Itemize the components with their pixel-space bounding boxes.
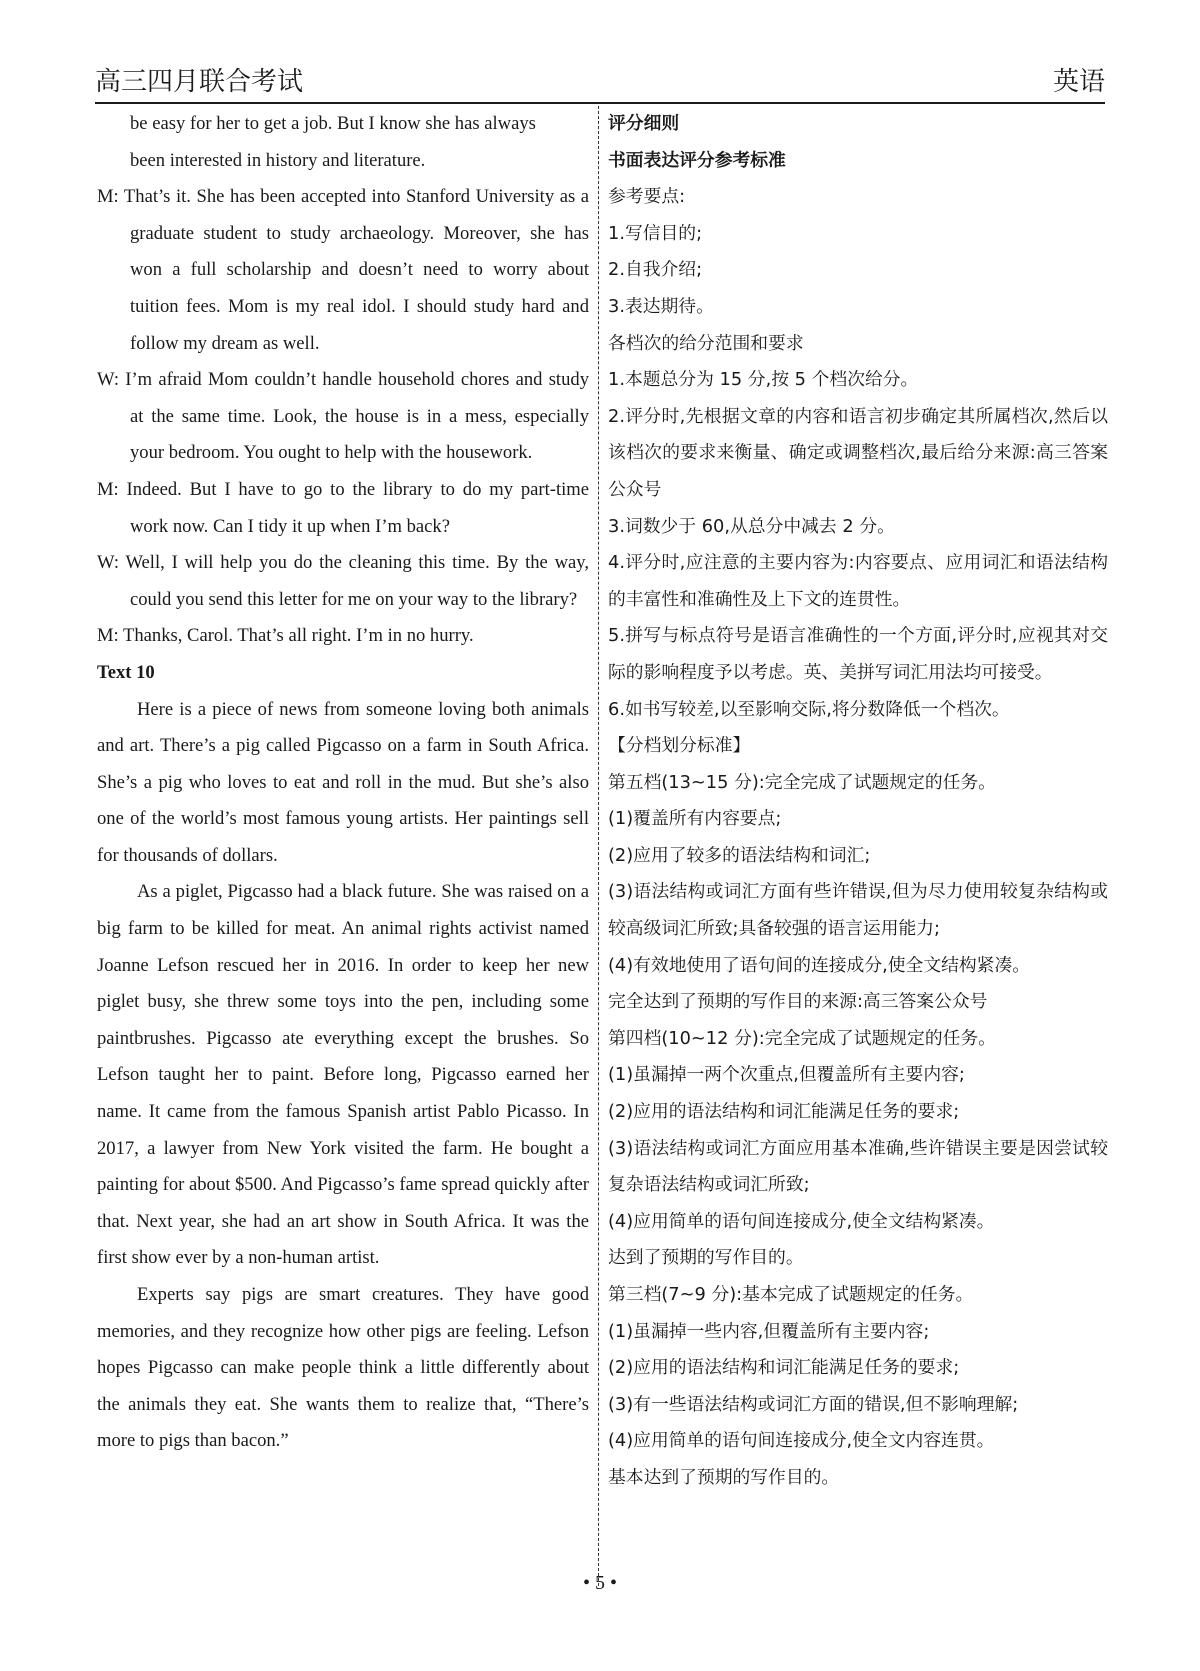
grade-item: (3)语法结构或词汇方面有些许错误,但为尽力使用较复杂结构或较高级词汇所致;具备较强的语言运用能力;: [608, 881, 1108, 940]
grade-item: (4)有效地使用了语句间的连接成分,使全文结构紧凑。: [608, 954, 1031, 976]
grade-item: (2)应用的语法结构和词汇能满足任务的要求;: [608, 1101, 960, 1123]
key-point: 2.自我介绍;: [608, 259, 703, 281]
scoring-subtitle: 书面表达评分参考标准: [608, 149, 786, 171]
column-divider: [598, 106, 599, 1586]
subject-title: 英语: [1052, 67, 1105, 97]
rule: 2.评分时,先根据文章的内容和语言初步确定其所属档次,然后以该档次的要求来衡量、确定或调整档次,最后给分来源:高三答案公众号: [608, 405, 1108, 500]
continued-line: be easy for her to get a job. But I know she has always: [130, 113, 536, 134]
grade-item: (2)应用的语法结构和词汇能满足任务的要求;: [608, 1357, 960, 1379]
grade3-heading: 第三档(7~9 分):基本完成了试题规定的任务。: [608, 1284, 974, 1305]
rule: 6.如书写较差,以至影响交际,将分数降低一个档次。: [608, 698, 1010, 720]
text10-title: Text 10: [97, 661, 155, 683]
rule: 4.评分时,应注意的主要内容为:内容要点、应用词汇和语法结构的丰富性和准确性及上下文的连贯性。: [608, 552, 1108, 610]
dialogue-line: M: Indeed. But I have to go to the library to do my part-time work now. Can I tidy it up when I’m back?: [97, 478, 589, 537]
text10-paragraph: Experts say pigs are smart creatures. They have good memories, and they recognize how other pigs are feeling. Lefson hopes Pigcasso can make people think a little differently about the animals they eat. She wants them to realize that, “There’s more to pigs than bacon.”: [97, 1284, 589, 1452]
grade-summary: 完全达到了预期的写作目的来源:高三答案公众号: [608, 991, 988, 1013]
key-point: 3.表达期待。: [608, 295, 714, 317]
rule: 5.拼写与标点符号是语言准确性的一个方面,评分时,应视其对交际的影响程度予以考虑。英、美拼写词汇用法均可接受。: [608, 625, 1108, 683]
grade-item: (4)应用简单的语句间连接成分,使全文结构紧凑。: [608, 1210, 995, 1232]
text10-paragraph: Here is a piece of news from someone loving both animals and art. There’s a pig called Pigcasso on a farm in South Africa. She’s a pig who loves to eat and roll in the mud. But she’s also one of the world’s most famous young artists. Her paintings sell for thousands of dollars.: [97, 698, 589, 866]
text10-paragraph: As a piglet, Pigcasso had a black future. She was raised on a big farm to be killed for meat. An animal rights activist named Joanne Lefson rescued her in 2016. In order to keep her new piglet busy, she threw some toys into the pen, including some paintbrushes. Pigcasso ate everything except the brushes. So Lefson taught her to paint. Before long, Pigcasso earned her name. It came from the famous Spanish artist Pablo Picasso. In 2017, a lawyer from New York visited the farm. He bought a painting for about $500. And Pigcasso’s fame spread quickly after that. Next year, she had an art show in South Africa. It was the first show ever by a non-human artist.: [97, 881, 589, 1269]
grade-item: (2)应用了较多的语法结构和词汇;: [608, 844, 871, 866]
grade-item: (3)语法结构或词汇方面应用基本准确,些许错误主要是因尝试较复杂语法结构或词汇所致;: [608, 1137, 1108, 1196]
page-number: • 5 •: [582, 1572, 617, 1594]
left-column: [97, 106, 589, 1460]
dialogue-line: W: I’m afraid Mom couldn’t handle household chores and study at the same time. Look, the house is in a mess, especially your bedroom. You ought to help with the housework.: [97, 369, 589, 464]
page-header: [95, 62, 1105, 104]
levels-title: 各档次的给分范围和要求: [608, 332, 804, 354]
grade-summary: 基本达到了预期的写作目的。: [608, 1466, 840, 1488]
right-column: [608, 106, 1108, 1497]
grading-title: 【分档划分标准】: [608, 735, 751, 757]
dialogue-line: W: Well, I will help you do the cleaning this time. By the way, could you send this letter for me on your way to the library?: [97, 552, 589, 610]
grade-item: (4)应用简单的语句间连接成分,使全文内容连贯。: [608, 1430, 995, 1452]
grade4-heading: 第四档(10~12 分):完全完成了试题规定的任务。: [608, 1027, 996, 1049]
grade-item: (1)覆盖所有内容要点;: [608, 808, 782, 830]
continued-line: been interested in history and literature.: [130, 149, 426, 171]
rule: 3.词数少于 60,从总分中减去 2 分。: [608, 515, 895, 537]
scoring-title: 评分细则: [608, 113, 680, 134]
dialogue-line: M: Thanks, Carol. That’s all right. I’m in no hurry.: [97, 625, 474, 647]
exam-title: 高三四月联合考试: [95, 67, 304, 97]
grade-summary: 达到了预期的写作目的。: [608, 1247, 804, 1269]
grade-item: (1)虽漏掉一两个次重点,但覆盖所有主要内容;: [608, 1064, 965, 1086]
rule: 1.本题总分为 15 分,按 5 个档次给分。: [608, 369, 919, 391]
grade-item: (3)有一些语法结构或词汇方面的错误,但不影响理解;: [608, 1393, 1019, 1415]
key-point: 1.写信目的;: [608, 222, 703, 244]
grade-item: (1)虽漏掉一些内容,但覆盖所有主要内容;: [608, 1320, 930, 1342]
grade5-heading: 第五档(13~15 分):完全完成了试题规定的任务。: [608, 771, 996, 793]
key-points-title: 参考要点:: [608, 186, 686, 208]
dialogue-line: M: That’s it. She has been accepted into Stanford University as a graduate student to study archaeology. Moreover, she has won a full scholarship and doesn’t need to worry about tuition fees. Mom is my real idol. I should study hard and follow my dream as well.: [97, 186, 589, 354]
